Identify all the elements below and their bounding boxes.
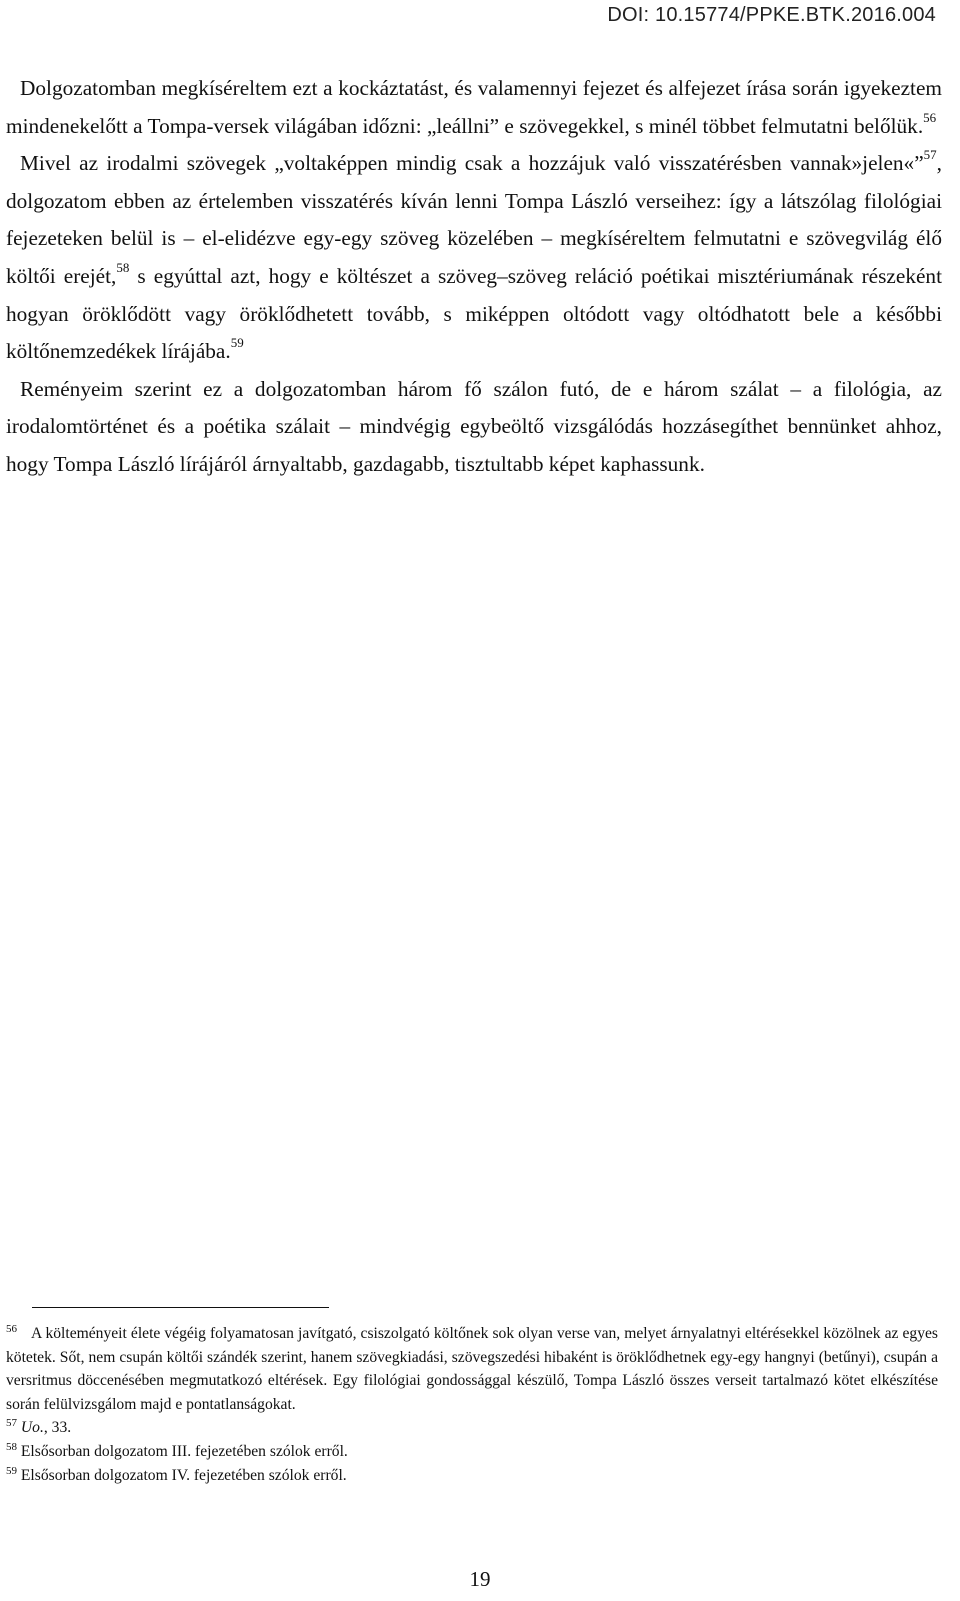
paragraph-3	[6, 371, 942, 484]
paragraph-2-text-b: , dolgozatom ebben az értelemben visszatérés kíván lenni Tompa László verseihez: így a látszólag filológiai fejezeteken belül is – el-elidézve egy-egy szöveg közelében – megkíséreltem felmutatni e szövegvilág élő költői erejét,	[6, 151, 942, 288]
footnote-italic: Uo.	[20, 1419, 44, 1437]
footnote-ref-57[interactable]: 57	[923, 147, 937, 163]
footnote-text: A költeményeit élete végéig folyamatosan javítgató, csiszolgató költőnek sok olyan verse van, melyet árnyalatnyi eltérésekkel közölnek az egyes kötetek. Sőt, nem csupán költői szándék szerint, hanem szövegkiadási, szövegszedési hibaként is öröklődhetnek egy-egy hangnyi (betűnyi), csupán a versritmus döccenésében megmutatkozó eltérések. Egy filológiai gondossággal készülő, Tompa László összes verseit tartalmazó kötet elkészítése során felülvizsgálom majd e pontatlanságokat.	[6, 1325, 938, 1413]
footnote-number: 58	[6, 1440, 17, 1453]
paragraph-2	[6, 145, 942, 371]
footnote-ref-59[interactable]: 59	[230, 335, 244, 351]
paragraph-2-text-a: Mivel az irodalmi szövegek „voltaképpen mindig csak a hozzájuk való visszatérésben vannak»jelen«”	[20, 151, 924, 176]
footnote-ref-56[interactable]: 56	[923, 109, 937, 125]
main-body	[6, 70, 942, 484]
footnote-separator	[32, 1307, 329, 1308]
footnote-59	[6, 1464, 938, 1488]
footnote-text: Elsősorban dolgozatom IV. fejezetében szólok erről.	[20, 1466, 347, 1484]
footnote-ref-58[interactable]: 58	[116, 259, 130, 275]
footnote-number: 57	[6, 1417, 17, 1430]
paragraph-1-text: Dolgozatomban megkíséreltem ezt a kockáztatást, és valamennyi fejezet és alfejezet írása során igyekeztem mindenekelőtt a Tompa-versek világában időzni: „leállni” e szövegekkel, s minél többet felmutatni belőlük.	[6, 76, 942, 138]
footnotes	[6, 1322, 938, 1487]
footnote-text: , 33.	[43, 1419, 72, 1437]
footnote-text: Elsősorban dolgozatom III. fejezetében szólok erről.	[20, 1442, 348, 1460]
footnote-58	[6, 1440, 938, 1464]
footnote-57	[6, 1416, 938, 1440]
paragraph-3-text: Reményeim szerint ez a dolgozatomban három fő szálon futó, de e három szálat – a filológia, az irodalomtörténet és a poétika szálait – mindvégig egybeöltő vizsgálódás hozzásegíthet bennünket ahhoz, hogy Tompa László lírájáról árnyaltabb, gazdagabb, tisztultabb képet kaphassunk.	[6, 376, 942, 476]
paragraph-2-text-c: s egyúttal azt, hogy e költészet a szöveg–szöveg reláció poétikai misztériumának részeként hogyan öröklődött vagy öröklődhetett tovább, s miképpen oltódott vagy oltódhatott bele a későbbi költőnemzedékek lírájába.	[6, 263, 942, 364]
paragraph-1	[6, 70, 942, 145]
footnote-number: 56	[6, 1322, 17, 1335]
footnote-number: 59	[6, 1464, 17, 1477]
page-number: 19	[469, 1567, 491, 1591]
doi-header: DOI: 10.15774/PPKE.BTK.2016.004	[607, 4, 936, 26]
footnote-56	[6, 1322, 938, 1416]
